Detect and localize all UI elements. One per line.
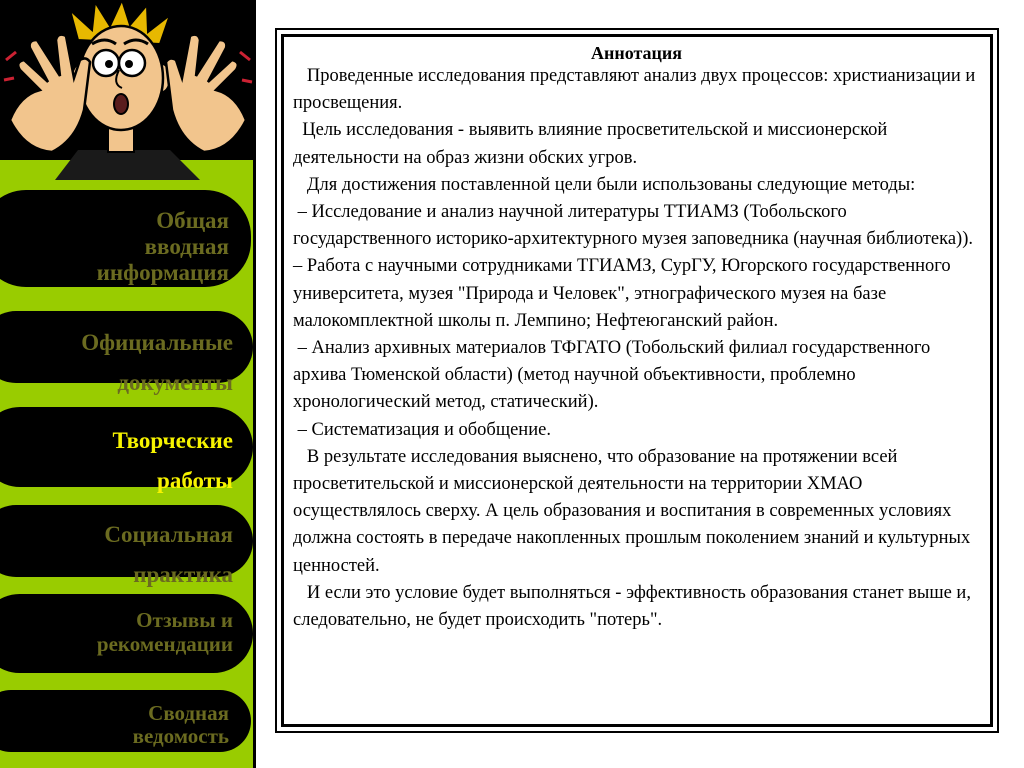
nav-label: Творческие работы [112, 428, 233, 493]
annotation-paragraph: – Анализ архивных материалов ТФГАТО (Тобольский филиал государственного архива Тюменской области) (метод научной объективности, проблемно хронологический метод, статический). [293, 338, 935, 413]
nav-label: Сводная ведомость [132, 701, 229, 748]
nav-label: Социальная практика [104, 522, 233, 587]
annotation-paragraph: И если это условие будет выполняться - эффективность образования станет выше и, следовательно, не будет происходить "потерь". [293, 582, 976, 631]
nav-button-social-practice[interactable] [0, 505, 253, 587]
nav-label: Общая вводная информация [96, 208, 229, 285]
nav-label: Отзывы и рекомендации [96, 608, 233, 656]
cartoon-shocked-man-icon [0, 0, 256, 180]
annotation-title: Аннотация [590, 43, 683, 63]
annotation-paragraph: – Исследование и анализ научной литературы ТТИАМЗ (Тобольского государственного историко-архитектурного музея заповедника (научная библиотека)). [293, 202, 973, 250]
nav-button-reviews-recommendations[interactable] [0, 594, 253, 673]
annotation-paragraph: В результате исследования выяснено, что образование на протяжении всей просветительской и миссионерской деятельности на территории ХМАО осуществлялось сверху. А цель образования и воспитания в современных условиях должна состоять в передаче накопленных прошлым поколением знаний и культурных ценностей. [293, 446, 975, 576]
sidebar-border [253, 0, 256, 768]
annotation-paragraph: – Систематизация и обобщение. [293, 419, 551, 440]
annotation-panel [281, 34, 993, 727]
annotation-paragraph: Проведенные исследования представляют анализ двух процессов: христианизации и просвещения. [293, 66, 980, 114]
annotation-paragraph: – Работа с научными сотрудниками ТГИАМЗ, СурГУ, Югорского государственного университета, музея "Природа и Человек", этнографического музея на базе малокомплектной школы п. Лемпино; Нефтеюганский район. [293, 256, 956, 331]
nav-label: Официальные документы [81, 330, 233, 395]
annotation-frame [275, 28, 999, 733]
nav-button-official-documents[interactable] [0, 311, 253, 395]
annotation-body [293, 63, 980, 634]
nav-button-general-info[interactable] [0, 190, 251, 287]
nav-button-creative-works[interactable] [0, 407, 253, 493]
sidebar [0, 0, 256, 768]
nav-button-summary-sheet[interactable] [0, 690, 251, 752]
annotation-paragraph: Цель исследования - выявить влияние просветительской и миссионерской деятельности на образ жизни обских угров. [293, 120, 892, 168]
annotation-paragraph: Для достижения поставленной цели были использованы следующие методы: [293, 174, 916, 195]
